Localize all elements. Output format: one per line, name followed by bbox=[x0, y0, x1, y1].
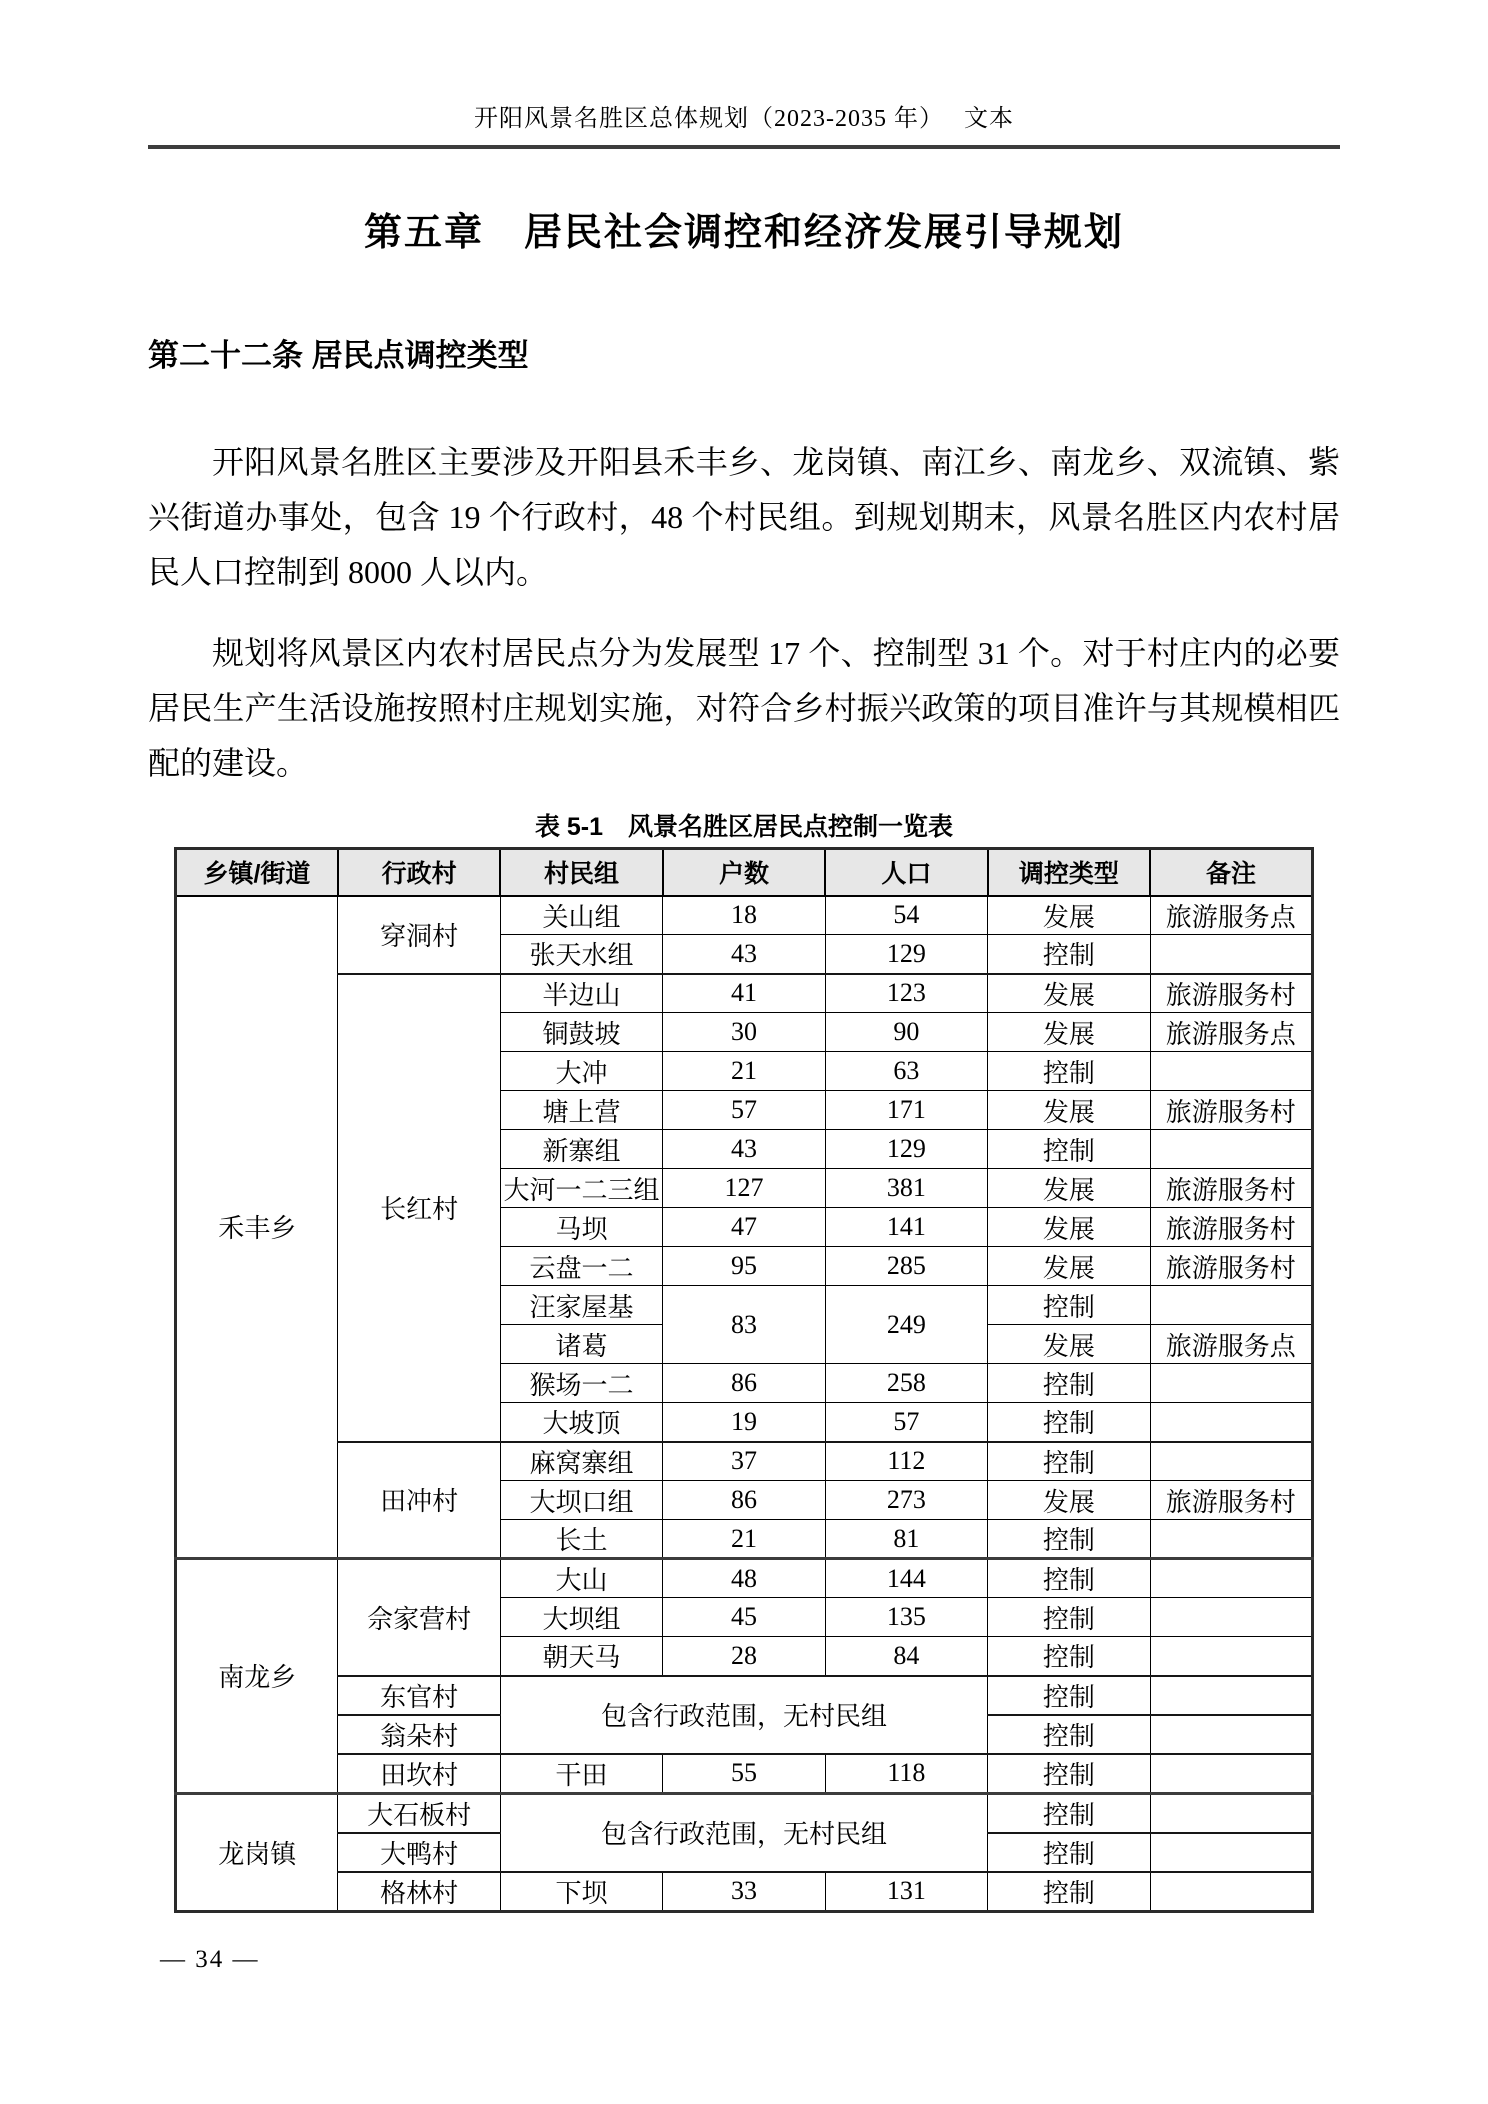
cell-remark: 旅游服务村 bbox=[1150, 1169, 1312, 1208]
cell-control-type: 控制 bbox=[988, 1364, 1150, 1403]
table-row bbox=[176, 1872, 1313, 1912]
cell-group: 麻窝寨组 bbox=[500, 1442, 662, 1481]
cell-households: 21 bbox=[663, 1520, 825, 1559]
cell-population: 129 bbox=[825, 1130, 987, 1169]
column-header: 村民组 bbox=[500, 849, 662, 896]
cell-households: 30 bbox=[663, 1013, 825, 1052]
chapter-title: 第五章 居民社会调控和经济发展引导规划 bbox=[363, 212, 1124, 254]
cell-control-type: 控制 bbox=[988, 1676, 1150, 1715]
cell-population: 273 bbox=[825, 1481, 987, 1520]
table-row bbox=[176, 1754, 1313, 1794]
cell-control-type: 控制 bbox=[988, 1715, 1150, 1754]
cell-population: 141 bbox=[825, 1208, 987, 1247]
cell-remark: 旅游服务村 bbox=[1150, 1091, 1312, 1130]
cell-population: 112 bbox=[825, 1442, 987, 1481]
cell-control-type: 控制 bbox=[988, 1442, 1150, 1481]
cell-population: 54 bbox=[825, 896, 987, 935]
cell-remark bbox=[1150, 935, 1312, 974]
cell-remark bbox=[1150, 1793, 1312, 1833]
cell-remark bbox=[1150, 1754, 1312, 1794]
column-header: 调控类型 bbox=[988, 849, 1150, 896]
cell-control-type: 发展 bbox=[988, 1169, 1150, 1208]
cell-remark bbox=[1150, 1872, 1312, 1912]
cell-control-type: 控制 bbox=[988, 1130, 1150, 1169]
cell-households: 86 bbox=[663, 1364, 825, 1403]
cell-remark bbox=[1150, 1442, 1312, 1481]
cell-remark: 旅游服务村 bbox=[1150, 1481, 1312, 1520]
cell-control-type: 发展 bbox=[988, 1091, 1150, 1130]
cell-remark bbox=[1150, 1286, 1312, 1325]
cell-village: 穿洞村 bbox=[338, 896, 500, 974]
cell-group: 马坝 bbox=[500, 1208, 662, 1247]
cell-control-type: 控制 bbox=[988, 1833, 1150, 1872]
cell-remark: 旅游服务点 bbox=[1150, 896, 1312, 935]
cell-group: 汪家屋基 bbox=[500, 1286, 662, 1325]
cell-households: 47 bbox=[663, 1208, 825, 1247]
column-header: 户数 bbox=[663, 849, 825, 896]
cell-township: 南龙乡 bbox=[176, 1559, 338, 1794]
cell-remark: 旅游服务村 bbox=[1150, 1208, 1312, 1247]
cell-remark bbox=[1150, 1052, 1312, 1091]
cell-remark bbox=[1150, 1676, 1312, 1715]
cell-village: 大鸭村 bbox=[338, 1833, 500, 1872]
cell-households: 43 bbox=[663, 935, 825, 974]
cell-households: 48 bbox=[663, 1559, 825, 1598]
cell-control-type: 控制 bbox=[988, 1559, 1150, 1598]
cell-remark: 旅游服务点 bbox=[1150, 1325, 1312, 1364]
running-header: 开阳风景名胜区总体规划（2023-2035 年） 文本 bbox=[474, 106, 1014, 132]
cell-remark bbox=[1150, 1520, 1312, 1559]
cell-control-type: 发展 bbox=[988, 1208, 1150, 1247]
table-row bbox=[176, 1442, 1313, 1481]
header-rule bbox=[148, 145, 1340, 149]
table-head bbox=[176, 849, 1313, 896]
cell-population: 131 bbox=[825, 1872, 987, 1912]
cell-population: 123 bbox=[825, 974, 987, 1013]
cell-remark bbox=[1150, 1833, 1312, 1872]
cell-group: 铜鼓坡 bbox=[500, 1013, 662, 1052]
cell-group: 大河一二三组 bbox=[500, 1169, 662, 1208]
cell-group: 干田 bbox=[500, 1754, 662, 1794]
cell-group: 大山 bbox=[500, 1559, 662, 1598]
cell-control-type: 发展 bbox=[988, 1325, 1150, 1364]
cell-households: 95 bbox=[663, 1247, 825, 1286]
cell-township: 龙岗镇 bbox=[176, 1793, 338, 1911]
cell-households: 45 bbox=[663, 1598, 825, 1637]
cell-group: 猴场一二 bbox=[500, 1364, 662, 1403]
cell-remark bbox=[1150, 1559, 1312, 1598]
cell-households: 43 bbox=[663, 1130, 825, 1169]
cell-group: 关山组 bbox=[500, 896, 662, 935]
column-header: 行政村 bbox=[338, 849, 500, 896]
page-number: — 34 — bbox=[160, 1946, 260, 1973]
cell-population: 129 bbox=[825, 935, 987, 974]
cell-control-type: 控制 bbox=[988, 1637, 1150, 1676]
cell-population: 381 bbox=[825, 1169, 987, 1208]
column-header: 人口 bbox=[825, 849, 987, 896]
cell-village: 东官村 bbox=[338, 1676, 500, 1715]
cell-group: 云盘一二 bbox=[500, 1247, 662, 1286]
cell-group: 诸葛 bbox=[500, 1325, 662, 1364]
cell-merged-note: 包含行政范围，无村民组 bbox=[500, 1793, 987, 1872]
cell-group: 张天水组 bbox=[500, 935, 662, 974]
cell-control-type: 发展 bbox=[988, 1481, 1150, 1520]
cell-control-type: 控制 bbox=[988, 1052, 1150, 1091]
cell-population: 84 bbox=[825, 1637, 987, 1676]
cell-control-type: 控制 bbox=[988, 1403, 1150, 1442]
cell-population: 171 bbox=[825, 1091, 987, 1130]
cell-remark bbox=[1150, 1637, 1312, 1676]
cell-group: 大坡顶 bbox=[500, 1403, 662, 1442]
cell-remark bbox=[1150, 1598, 1312, 1637]
cell-merged-note: 包含行政范围，无村民组 bbox=[500, 1676, 987, 1754]
cell-control-type: 控制 bbox=[988, 1598, 1150, 1637]
cell-population: 90 bbox=[825, 1013, 987, 1052]
cell-control-type: 发展 bbox=[988, 1247, 1150, 1286]
cell-population: 285 bbox=[825, 1247, 987, 1286]
cell-remark bbox=[1150, 1364, 1312, 1403]
cell-village: 大石板村 bbox=[338, 1793, 500, 1833]
cell-control-type: 控制 bbox=[988, 1754, 1150, 1794]
cell-households: 37 bbox=[663, 1442, 825, 1481]
cell-population: 249 bbox=[825, 1286, 987, 1364]
cell-households: 21 bbox=[663, 1052, 825, 1091]
cell-control-type: 控制 bbox=[988, 1872, 1150, 1912]
cell-village: 长红村 bbox=[338, 974, 500, 1442]
cell-remark: 旅游服务点 bbox=[1150, 1013, 1312, 1052]
cell-households: 127 bbox=[663, 1169, 825, 1208]
cell-remark bbox=[1150, 1715, 1312, 1754]
cell-township: 禾丰乡 bbox=[176, 896, 338, 1559]
cell-remark bbox=[1150, 1130, 1312, 1169]
cell-village: 佘家营村 bbox=[338, 1559, 500, 1676]
cell-village: 田冲村 bbox=[338, 1442, 500, 1559]
cell-population: 57 bbox=[825, 1403, 987, 1442]
cell-control-type: 控制 bbox=[988, 1520, 1150, 1559]
table-body bbox=[176, 896, 1313, 1912]
cell-population: 81 bbox=[825, 1520, 987, 1559]
cell-group: 长土 bbox=[500, 1520, 662, 1559]
residents-control-table bbox=[174, 847, 1314, 1913]
cell-households: 18 bbox=[663, 896, 825, 935]
table-row bbox=[176, 974, 1313, 1013]
cell-remark: 旅游服务村 bbox=[1150, 1247, 1312, 1286]
cell-remark: 旅游服务村 bbox=[1150, 974, 1312, 1013]
table-caption: 表 5-1 风景名胜区居民点控制一览表 bbox=[534, 813, 954, 841]
cell-population: 135 bbox=[825, 1598, 987, 1637]
cell-control-type: 发展 bbox=[988, 1013, 1150, 1052]
table-row bbox=[176, 1676, 1313, 1715]
cell-group: 半边山 bbox=[500, 974, 662, 1013]
table-row bbox=[176, 896, 1313, 935]
cell-group: 大坝组 bbox=[500, 1598, 662, 1637]
cell-remark bbox=[1150, 1403, 1312, 1442]
cell-households: 57 bbox=[663, 1091, 825, 1130]
cell-group: 下坝 bbox=[500, 1872, 662, 1912]
cell-control-type: 控制 bbox=[988, 1793, 1150, 1833]
cell-village: 田坎村 bbox=[338, 1754, 500, 1794]
cell-village: 翁朵村 bbox=[338, 1715, 500, 1754]
cell-households: 19 bbox=[663, 1403, 825, 1442]
cell-group: 大坝口组 bbox=[500, 1481, 662, 1520]
cell-population: 118 bbox=[825, 1754, 987, 1794]
cell-households: 83 bbox=[663, 1286, 825, 1364]
cell-population: 63 bbox=[825, 1052, 987, 1091]
cell-households: 55 bbox=[663, 1754, 825, 1794]
cell-control-type: 发展 bbox=[988, 974, 1150, 1013]
cell-households: 33 bbox=[663, 1872, 825, 1912]
column-header: 备注 bbox=[1150, 849, 1312, 896]
column-header: 乡镇/街道 bbox=[176, 849, 338, 896]
cell-group: 朝天马 bbox=[500, 1637, 662, 1676]
page-content bbox=[148, 0, 1340, 1913]
cell-control-type: 控制 bbox=[988, 1286, 1150, 1325]
cell-village: 格林村 bbox=[338, 1872, 500, 1912]
cell-control-type: 控制 bbox=[988, 935, 1150, 974]
cell-households: 86 bbox=[663, 1481, 825, 1520]
section-title: 第二十二条 居民点调控类型 bbox=[148, 338, 529, 373]
table-row bbox=[176, 1559, 1313, 1598]
cell-households: 41 bbox=[663, 974, 825, 1013]
paragraph-plan: 规划将风景区内农村居民点分为发展型 17 个、控制型 31 个。对于村庄内的必要居民生产生活设施按照村庄规划实施，对符合乡村振兴政策的项目准许与其规模相匹配的建设。 bbox=[148, 635, 1340, 781]
cell-households: 28 bbox=[663, 1637, 825, 1676]
cell-group: 大冲 bbox=[500, 1052, 662, 1091]
cell-group: 塘上营 bbox=[500, 1091, 662, 1130]
cell-control-type: 发展 bbox=[988, 896, 1150, 935]
paragraph-overview: 开阳风景名胜区主要涉及开阳县禾丰乡、龙岗镇、南江乡、南龙乡、双流镇、紫兴街道办事处，包含 19 个行政村，48 个村民组。到规划期末，风景名胜区内农村居民人口控制到 8000 人以内。 bbox=[148, 444, 1340, 590]
cell-population: 144 bbox=[825, 1559, 987, 1598]
table-row bbox=[176, 1793, 1313, 1833]
cell-group: 新寨组 bbox=[500, 1130, 662, 1169]
table-header-row bbox=[176, 849, 1313, 896]
cell-population: 258 bbox=[825, 1364, 987, 1403]
